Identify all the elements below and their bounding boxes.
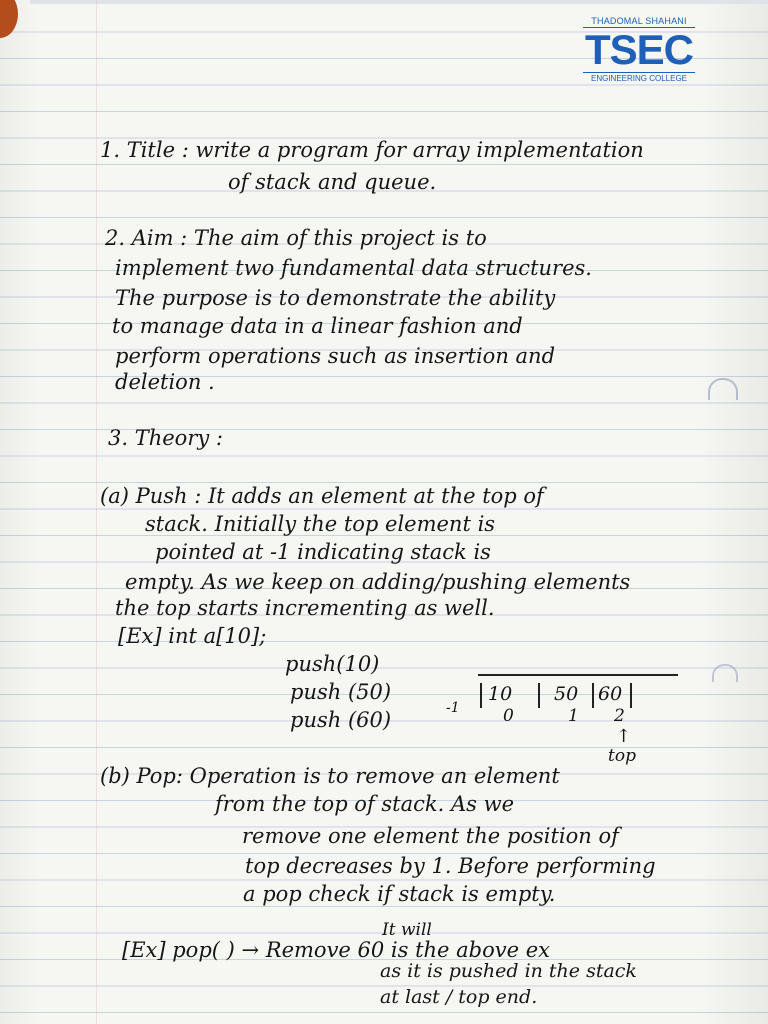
push-line: (a) Push : It adds an element at the top of [100, 484, 544, 508]
push-line-4: empty. As we keep on adding/pushing elements [125, 570, 631, 594]
stack-cell-1: 50 [538, 683, 602, 708]
push-example-line: [Ex] int a[10]; [118, 624, 267, 648]
theory-heading: 3. Theory : [108, 426, 223, 450]
push-line-2: stack. Initially the top element is [145, 512, 496, 536]
top-edge [30, 0, 768, 4]
aim-line-3: The purpose is to demonstrate the ability [115, 286, 556, 310]
pop-line-5: a pop check if stack is empty. [243, 882, 556, 906]
aim-line: 2. Aim : The aim of this project is to [105, 226, 487, 250]
margin-bracket-mark [708, 378, 738, 400]
pop-line-2: from the top of stack. As we [215, 792, 514, 816]
pop-line: (b) Pop: Operation is to remove an element [100, 764, 560, 788]
margin-line [96, 0, 97, 1024]
stack-cell-end [630, 683, 632, 708]
logo-bottom-text: ENGINEERING COLLEGE [583, 72, 695, 85]
pop-example-line-2: as it is pushed in the stack [380, 960, 637, 982]
aim-line-5: perform operations such as insertion and [115, 344, 556, 368]
college-logo [583, 15, 695, 85]
push-line-5: the top starts incrementing as well. [115, 596, 495, 620]
pop-line-3: remove one element the position of [242, 824, 619, 848]
margin-bracket-mark-2 [712, 664, 738, 682]
push-call-1: push(10) [285, 652, 380, 676]
push-line-3: pointed at -1 indicating stack is [155, 540, 491, 564]
aim-line-4: to manage data in a linear fashion and [112, 314, 523, 338]
stack-index-2: 2 [614, 706, 625, 726]
logo-main-text: TSEC [584, 26, 693, 73]
aim-line-6: deletion . [115, 370, 215, 394]
stack-index-1: 1 [568, 706, 579, 726]
push-call-2: push (50) [290, 680, 392, 704]
pop-example-line-3: at last / top end. [380, 986, 538, 1008]
stack-array-diagram [478, 674, 678, 710]
stack-cell-0: 10 [480, 683, 542, 708]
title-line-2: of stack and queue. [228, 170, 437, 194]
aim-line-2: implement two fundamental data structures. [115, 256, 592, 280]
push-call-3: push (60) [290, 708, 392, 732]
up-arrow-icon: ↑ [616, 726, 632, 747]
stack-cell-2: 60 [592, 683, 632, 708]
logo-top-text: THADOMAL SHAHANI [583, 15, 695, 28]
top-pointer-label: top [608, 746, 636, 766]
pop-line-4: top decreases by 1. Before performing [245, 854, 656, 878]
title-line: 1. Title : write a program for array implementation [100, 138, 644, 162]
stack-index-0: 0 [503, 706, 514, 726]
stack-initial-index: -1 [446, 700, 460, 716]
pop-note-above: It will [382, 920, 432, 940]
pop-example-line: [Ex] pop( ) → Remove 60 is the above ex [122, 938, 551, 962]
corner-mark [0, 0, 18, 38]
